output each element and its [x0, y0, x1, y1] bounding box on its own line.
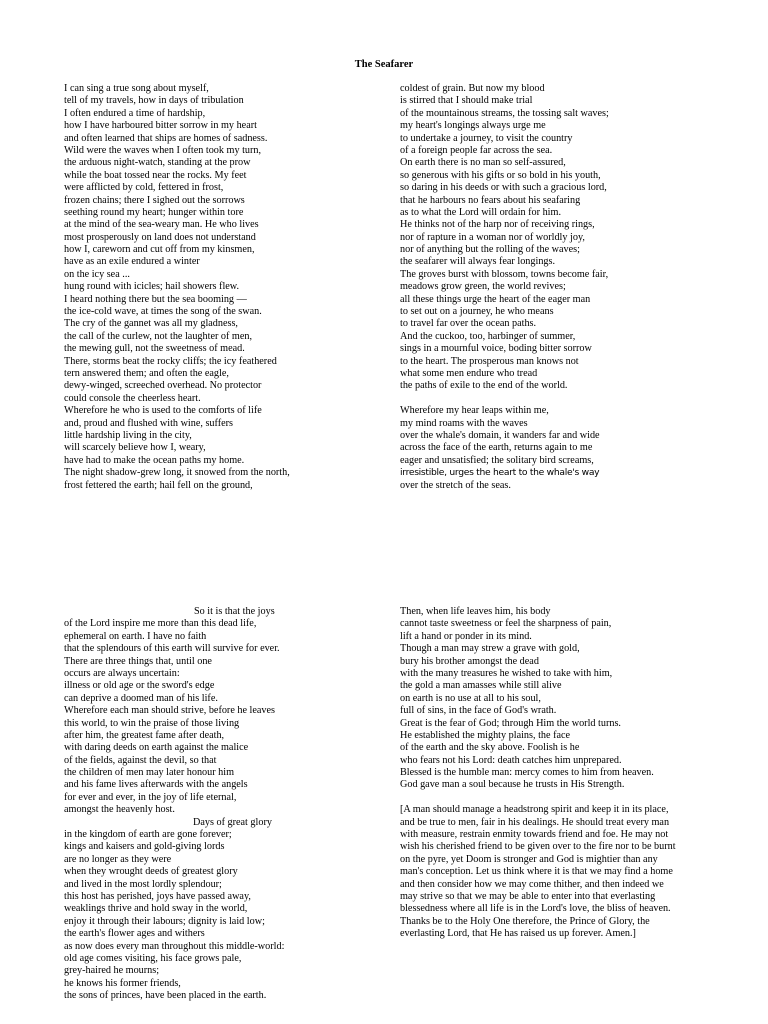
poem-line: at the mind of the sea-weary man. He who lives	[64, 219, 259, 231]
poem-line: meadows grow green, the world revives;	[400, 281, 566, 293]
poem-line: the earth's flower ages and withers	[64, 928, 205, 940]
poem-line: amongst the heavenly host.	[64, 804, 175, 816]
poem-line: for ever and ever, in the joy of life eternal,	[64, 791, 237, 803]
poem-line: [A man should manage a headstrong spirit and keep it in its place,	[400, 804, 669, 816]
poem-line: the paths of exile to the end of the world.	[400, 380, 568, 392]
poem-line: when they wrought deeds of greatest glory	[64, 866, 238, 878]
poem-line: enjoy it through their labours; dignity is laid low;	[64, 915, 265, 927]
poem-line: the ice-cold wave, at times the song of the swan.	[64, 306, 262, 318]
poem-line: weaklings thrive and hold sway in the world,	[64, 903, 248, 915]
poem-line: Though a man may strew a grave with gold,	[400, 643, 580, 655]
stanza-break	[400, 393, 609, 405]
poem-line: while the boat tossed near the rocks. My feet	[64, 169, 247, 181]
poem-line-indented: So it is that the joys	[194, 606, 275, 617]
poem-title: The Seafarer	[354, 59, 414, 70]
poem-line: of the earth and the sky above. Foolish is he	[400, 742, 580, 754]
column-top-right	[400, 83, 609, 492]
poem-line: Thanks be to the Holy One therefore, the Prince of Glory, the	[400, 915, 650, 927]
poem-line-indented: Days of great glory	[193, 816, 272, 828]
poem-line: to the heart. The prosperous man knows not	[400, 355, 579, 367]
poem-line: how I, careworn and cut off from my kinsmen,	[64, 244, 255, 256]
poem-line: who fears not his Lord: death catches him unprepared.	[400, 754, 622, 766]
poem-line: ephemeral on earth. I have no faith	[64, 630, 207, 642]
poem-line: as to what the Lord will ordain for him.	[400, 206, 561, 218]
poem-line: the call of the curlew, not the laughter of men,	[64, 330, 253, 342]
poem-line: He established the mighty plains, the face	[400, 729, 571, 741]
stanza-break	[400, 792, 676, 804]
poem-line: in the kingdom of earth are gone forever;	[64, 829, 232, 841]
poem-line: lift a hand or ponder in its mind.	[400, 630, 532, 642]
poem-line: on the pyre, yet Doom is stronger and God is mightier than any	[400, 853, 658, 865]
poem-line: as now does every man throughout this middle-world:	[64, 940, 285, 952]
poem-line: wish his cherished friend to be given over to the fire nor to be burnt	[400, 841, 676, 853]
poem-line: may strive so that we may be able to enter into that everlasting	[400, 890, 656, 902]
poem-line: so daring in his deeds or with such a gracious lord,	[400, 182, 607, 194]
poem-line: how I have harboured bitter sorrow in my heart	[64, 120, 257, 132]
poem-line: is stirred that I should make trial	[400, 95, 533, 107]
poem-line: Great is the fear of God; through Him the world turns.	[400, 717, 621, 729]
poem-line: cannot taste sweetness or feel the sharpness of pain,	[400, 618, 612, 630]
poem-line: Wherefore my hear leaps within me,	[400, 405, 549, 417]
poem-line: this host has perished, joys have passed away,	[64, 890, 251, 902]
poem-line: old age comes visiting, his face grows pale,	[64, 952, 242, 964]
poem-line: my heart's longings always urge me	[400, 120, 546, 132]
poem-line: he knows his former friends,	[64, 977, 181, 989]
poem-line: There are three things that, until one	[64, 655, 212, 667]
poem-line: of the mountainous streams, the tossing salt waves;	[400, 107, 609, 119]
poem-line: so generous with his gifts or so bold in his youth,	[400, 169, 601, 181]
poem-line: seething round my heart; hunger within tore	[64, 206, 244, 218]
poem-line: the gold a man amasses while still alive	[400, 680, 562, 692]
poem-line: On earth there is no man so self-assured,	[400, 157, 566, 169]
poem-line: There, storms beat the rocky cliffs; the icy feathered	[64, 355, 277, 367]
poem-line: nor of rapture in a woman nor of worldly joy,	[400, 231, 585, 243]
poem-line: full of sins, in the face of God's wrath.	[400, 705, 557, 717]
poem-line: man's conception. Let us think where it is that we may find a home	[400, 866, 673, 878]
poem-line: will scarcely believe how I, weary,	[64, 442, 206, 454]
poem-line: God gave man a soul because he trusts in His Strength.	[400, 779, 625, 791]
poem-line: illness or old age or the sword's edge	[64, 680, 215, 692]
poem-line: tern answered them; and often the eagle,	[64, 367, 229, 379]
poem-line: kings and kaisers and gold-giving lords	[64, 841, 225, 853]
poem-line: hung round with icicles; hail showers flew.	[64, 281, 240, 293]
poem-line: most prosperously on land does not understand	[64, 231, 256, 243]
poem-line: tell of my travels, how in days of tribulation	[64, 95, 244, 107]
poem-line: eager and unsatisfied; the solitary bird screams,	[400, 454, 594, 466]
poem-line: dewy-winged, screeched overhead. No protector	[64, 380, 262, 392]
poem-line: sings in a mournful voice, boding bitter sorrow	[400, 343, 592, 355]
poem-line: with daring deeds on earth against the malice	[64, 742, 249, 754]
poem-line: with the many treasures he wished to take with him,	[400, 667, 613, 679]
poem-line: and then consider how we may come thither, and then indeed we	[400, 878, 664, 890]
poem-line: frost fettered the earth; hail fell on the ground,	[64, 479, 253, 491]
poem-line: Wherefore he who is used to the comforts of life	[64, 405, 262, 417]
column-top-left	[64, 83, 290, 492]
poem-line: Wherefore each man should strive, before he leaves	[64, 705, 276, 717]
poem-line: are no longer as they were	[64, 853, 172, 865]
poem-line: the mewing gull, not the sweetness of mead.	[64, 343, 245, 355]
poem-line: of the Lord inspire me more than this dead life,	[64, 618, 257, 630]
poem-line: on the icy sea ...	[64, 268, 130, 280]
poem-line: grey-haired he mourns;	[64, 965, 160, 977]
poem-line: can deprive a doomed man of his life.	[64, 692, 218, 704]
poem-line: could console the cheerless heart.	[64, 392, 201, 404]
poem-line: little hardship living in the city,	[64, 429, 192, 441]
poem-line: nor of anything but the rolling of the waves;	[400, 244, 580, 256]
poem-line: I can sing a true song about myself,	[64, 83, 209, 94]
poem-line: of a foreign people far across the sea.	[400, 144, 553, 156]
poem-line: that the splendours of this earth will survive for ever.	[64, 643, 280, 655]
poem-line: have as an exile endured a winter	[64, 256, 200, 268]
poem-line: all these things urge the heart of the eager man	[400, 293, 591, 305]
column-bottom-right	[400, 606, 676, 941]
poem-line: everlasting Lord, that He has raised us up forever. Amen.]	[400, 928, 636, 940]
poem-line: The cry of the gannet was all my gladness,	[64, 318, 238, 330]
poem-line: and, proud and flushed with wine, suffers	[64, 417, 234, 429]
poem-line: and often learned that ships are homes of sadness.	[64, 132, 268, 144]
poem-line: that he harbours no fears about his seafaring	[400, 194, 581, 206]
poem-line: blessedness where all life is in the Lord's love, the bliss of heaven.	[400, 903, 671, 915]
poem-line: of the fields, against the devil, so that	[64, 754, 217, 766]
poem-line: this world, to win the praise of those living	[64, 717, 240, 729]
poem-line: Then, when life leaves him, his body	[400, 606, 551, 617]
poem-line: Wild were the waves when I often took my turn,	[64, 144, 262, 156]
poem-line: I often endured a time of hardship,	[64, 107, 206, 119]
poem-line: were afflicted by cold, fettered in frost,	[64, 182, 224, 194]
poem-line: the children of men may later honour him	[64, 767, 235, 779]
column-bottom-left	[64, 606, 284, 1003]
poem-line: across the face of the earth, returns again to me	[400, 442, 593, 454]
poem-line: over the whale's domain, it wanders far and wide	[400, 429, 600, 441]
poem-line: my mind roams with the waves	[400, 417, 528, 429]
poem-line: occurs are always uncertain:	[64, 667, 180, 679]
poem-line: with measure, restrain enmity towards friend and foe. He may not	[400, 829, 669, 841]
poem-line: what some men endure who tread	[400, 367, 538, 379]
poem-line: frozen chains; there I sighed out the sorrows	[64, 194, 245, 206]
poem-line: have had to make the ocean paths my home.	[64, 454, 245, 466]
poem-line: The night shadow-grew long, it snowed from the north,	[64, 467, 290, 479]
poem-line: over the stretch of the seas.	[400, 479, 511, 491]
poem-line: coldest of grain. But now my blood	[400, 83, 545, 94]
poem-line: the sons of princes, have been placed in the earth.	[64, 990, 267, 1002]
poem-line: to travel far over the ocean paths.	[400, 318, 537, 330]
poem-line: bury his brother amongst the dead	[400, 655, 539, 667]
poem-line: the arduous night-watch, standing at the prow	[64, 157, 251, 169]
poem-line: and lived in the most lordly splendour;	[64, 878, 222, 890]
poem-line: I heard nothing there but the sea booming —	[64, 293, 247, 305]
poem-line: The groves burst with blossom, towns become fair,	[400, 268, 609, 280]
poem-line: and his fame lives afterwards with the angels	[64, 779, 248, 791]
poem-line: the seafarer will always fear longings.	[400, 256, 556, 268]
poem-line: to set out on a journey, he who means	[400, 306, 554, 318]
poem-line: and be true to men, fair in his dealings. He should treat every man	[400, 816, 670, 828]
poem-line-odd-font: irresistible, urges the heart to the whale's way	[400, 467, 600, 479]
poem-line: Blessed is the humble man: mercy comes to him from heaven.	[400, 767, 654, 779]
poem-line: on earth is no use at all to his soul,	[400, 692, 541, 704]
poem-line: after him, the greatest fame after death,	[64, 729, 225, 741]
poem-line: And the cuckoo, too, harbinger of summer,	[400, 330, 576, 342]
poem-line: He thinks not of the harp nor of receiving rings,	[400, 219, 595, 231]
poem-line: to undertake a journey, to visit the country	[400, 132, 573, 144]
